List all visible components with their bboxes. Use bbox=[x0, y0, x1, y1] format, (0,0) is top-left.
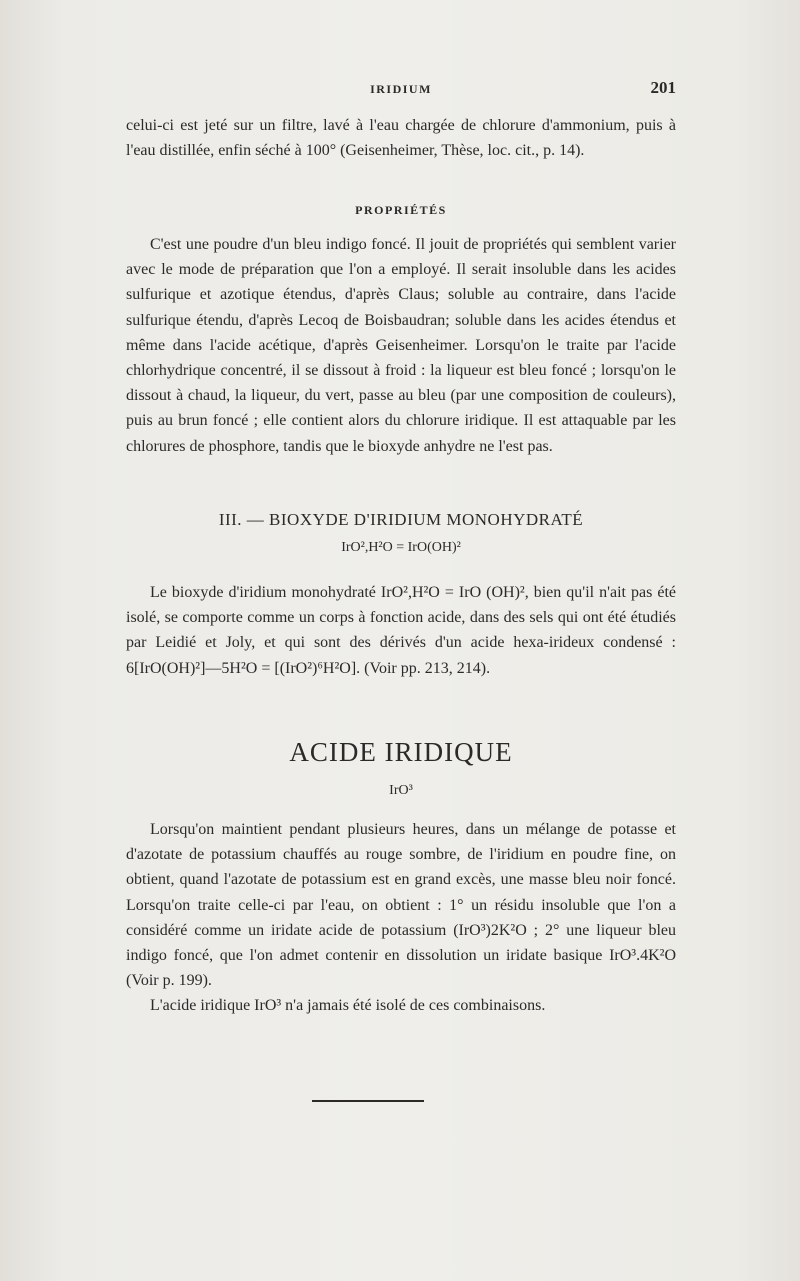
bioxyde-heading: III. — BIOXYDE D'IRIDIUM MONOHYDRATÉ bbox=[218, 510, 584, 529]
bioxyde-formula-block bbox=[126, 540, 676, 556]
page-number: 201 bbox=[650, 78, 676, 97]
bioxyde-formula: IrO²,H²O = IrO(OH)² bbox=[341, 540, 461, 555]
bioxyde-paragraph: Le bioxyde d'iridium monohydraté IrO²,H²O = IrO (OH)², bien qu'il n'ait pas été isolé, se comporte comme un corps à fonction acide, dans des sels qui ont été étudiés par Leidié et Joly, et qui sont des dérivés d'un acide hexa-irideux condensé : 6[IrO(OH)²]—5H²O = [(IrO²)⁶H²O]. (Voir pp. 213, 214). bbox=[126, 584, 676, 677]
acide-paragraph-2: L'acide iridique IrO³ n'a jamais été isolé de ces combinaisons. bbox=[150, 997, 546, 1015]
intro-block bbox=[126, 113, 676, 163]
page-header bbox=[126, 78, 676, 104]
acide-section bbox=[126, 737, 676, 768]
bioxyde-body bbox=[126, 580, 676, 681]
properties-heading: PROPRIÉTÉS bbox=[355, 203, 447, 217]
properties-section bbox=[126, 203, 676, 218]
properties-paragraph: C'est une poudre d'un bleu indigo foncé. Il jouit de propriétés qui semblent varier avec le mode de préparation que l'on a employé. Il serait insoluble dans les acides sulfurique et azotique étendus, d'après Claus; soluble au contraire, dans l'acide sulfurique étendu, d'après Lecoq de Boisbaudran; soluble dans les acides étendus et même dans l'acide acétique, d'après Geisenheimer. Lorsqu'on le traite par l'acide chlorhydrique concentré, il se dissout à froid : la liqueur est bleu foncé ; lorsqu'on le dissout à chaud, la liqueur, du vert, passe au bleu (par une composition de couleurs), puis au brun foncé ; elle contient alors du chlorure iridique. Il est attaquable par les chlorures de phosphore, tandis que le bioxyde anhydre ne l'est pas. bbox=[126, 236, 676, 455]
properties-body bbox=[126, 232, 676, 459]
running-head: IRIDIUM bbox=[370, 82, 432, 96]
acide-formula-block bbox=[126, 783, 676, 799]
acide-title: ACIDE IRIDIQUE bbox=[289, 737, 513, 767]
acide-paragraph-1: Lorsqu'on maintient pendant plusieurs heures, dans un mélange de potasse et d'azotate de potassium chauffés au rouge sombre, de l'iridium en poudre fine, on obtient, quand l'azotate de potassium est en grand excès, une masse bleu noir foncé. Lorsqu'on traite celle-ci par l'eau, on obtient : 1° un résidu insoluble que l'on a considéré comme un iridate acide de potassium (IrO³)2K²O ; 2° une liqueur bleu indigo foncé, que l'on admet contenir en dissolution un iridate basique IrO³.4K²O (Voir p. 199). bbox=[126, 821, 676, 990]
end-rule bbox=[312, 1100, 424, 1102]
intro-paragraph: celui-ci est jeté sur un filtre, lavé à l'eau chargée de chlorure d'ammonium, puis à l'eau distillée, enfin séché à 100° (Geisenheimer, Thèse, loc. cit., p. 14). bbox=[126, 117, 676, 160]
bioxyde-section bbox=[126, 510, 676, 530]
acide-formula: IrO³ bbox=[389, 783, 413, 798]
acide-body bbox=[126, 817, 676, 1019]
